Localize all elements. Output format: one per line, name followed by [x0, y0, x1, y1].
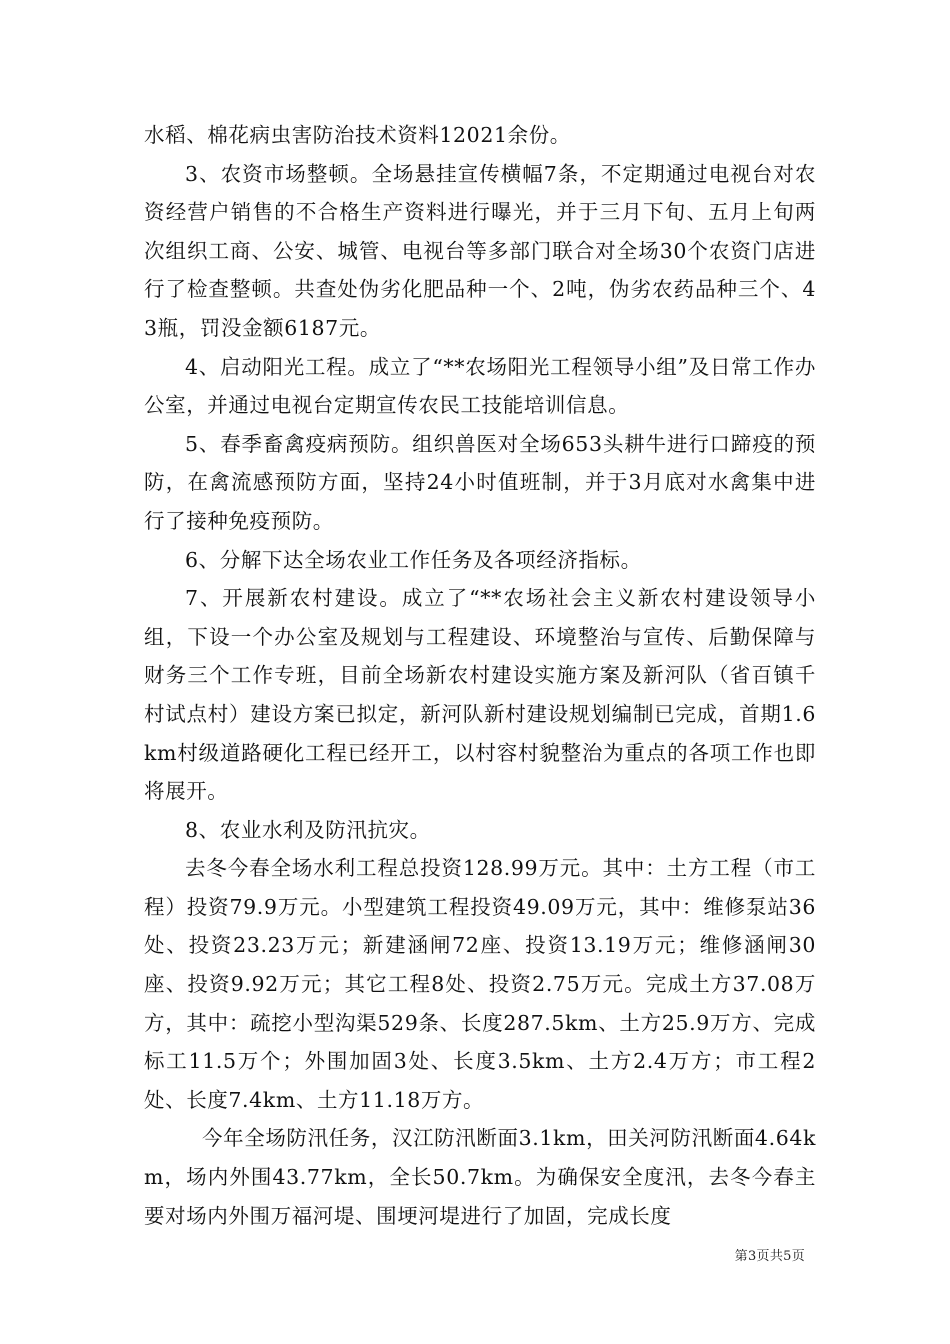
- paragraph-item-5: 5、春季畜禽疫病预防。组织兽医对全场653头耕牛进行口蹄疫的预防，在禽流感预防方面，坚持24小时值班制，并于3月底对水禽集中进行了接种免疫预防。: [144, 431, 816, 533]
- document-body: [144, 116, 816, 1235]
- paragraph-item-4: 4、启动阳光工程。成立了“**农场阳光工程领导小组”及日常工作办公室，并通过电视台定期宣传农民工技能培训信息。: [144, 354, 816, 418]
- paragraph-irrigation-investment: 去冬今春全场水利工程总投资128.99万元。其中：土方工程（市工程）投资79.9万元。小型建筑工程投资49.09万元，其中：维修泵站36处、投资23.23万元；新建涵闸72座、投资13.19万元；维修涵闸30座、投资9.92万元；其它工程8处、投资2.75万元。完成土方37.08万方，其中：疏挖小型沟渠529条、长度287.5km、土方25.9万方、完成标工11.5万个；外围加固3处、长度3.5km、土方2.4万方；市工程2处、长度7.4km、土方11.18万方。: [144, 856, 816, 1112]
- paragraph-flood-control: 今年全场防汛任务，汉江防汛断面3.1km，田关河防汛断面4.64km，场内外围43.77km，全长50.7km。为确保安全度汛，去冬今春主要对场内外围万福河堤、围埂河堤进行了加固，完成长度: [144, 1126, 816, 1228]
- paragraph-item-8: 8、农业水利及防汛抗灾。: [185, 817, 431, 842]
- paragraph-item-7: 7、开展新农村建设。成立了“**农场社会主义新农村建设领导小组，下设一个办公室及规划与工程建设、环境整治与宣传、后勤保障与财务三个工作专班，目前全场新农村建设实施方案及新河队（省百镇千村试点村）建设方案已拟定，新河队新村建设规划编制已完成，首期1.6km村级道路硬化工程已经开工，以村容村貌整治为重点的各项工作也即将展开。: [144, 586, 816, 804]
- paragraph-item-3: 3、农资市场整顿。全场悬挂宣传横幅7条，不定期通过电视台对农资经营户销售的不合格生产资料进行曝光，并于三月下旬、五月上旬两次组织工商、公安、城管、电视台等多部门联合对全场30个农资门店进行了检查整顿。共查处伪劣化肥品种一个、2吨，伪劣农药品种三个、43瓶，罚没金额6187元。: [144, 161, 816, 340]
- page-number-footer: 第3页共5页: [734, 1249, 805, 1264]
- paragraph-item-6: 6、分解下达全场农业工作任务及各项经济指标。: [185, 547, 642, 572]
- paragraph-continuation: 水稻、棉花病虫害防治技术资料12021余份。: [144, 123, 571, 147]
